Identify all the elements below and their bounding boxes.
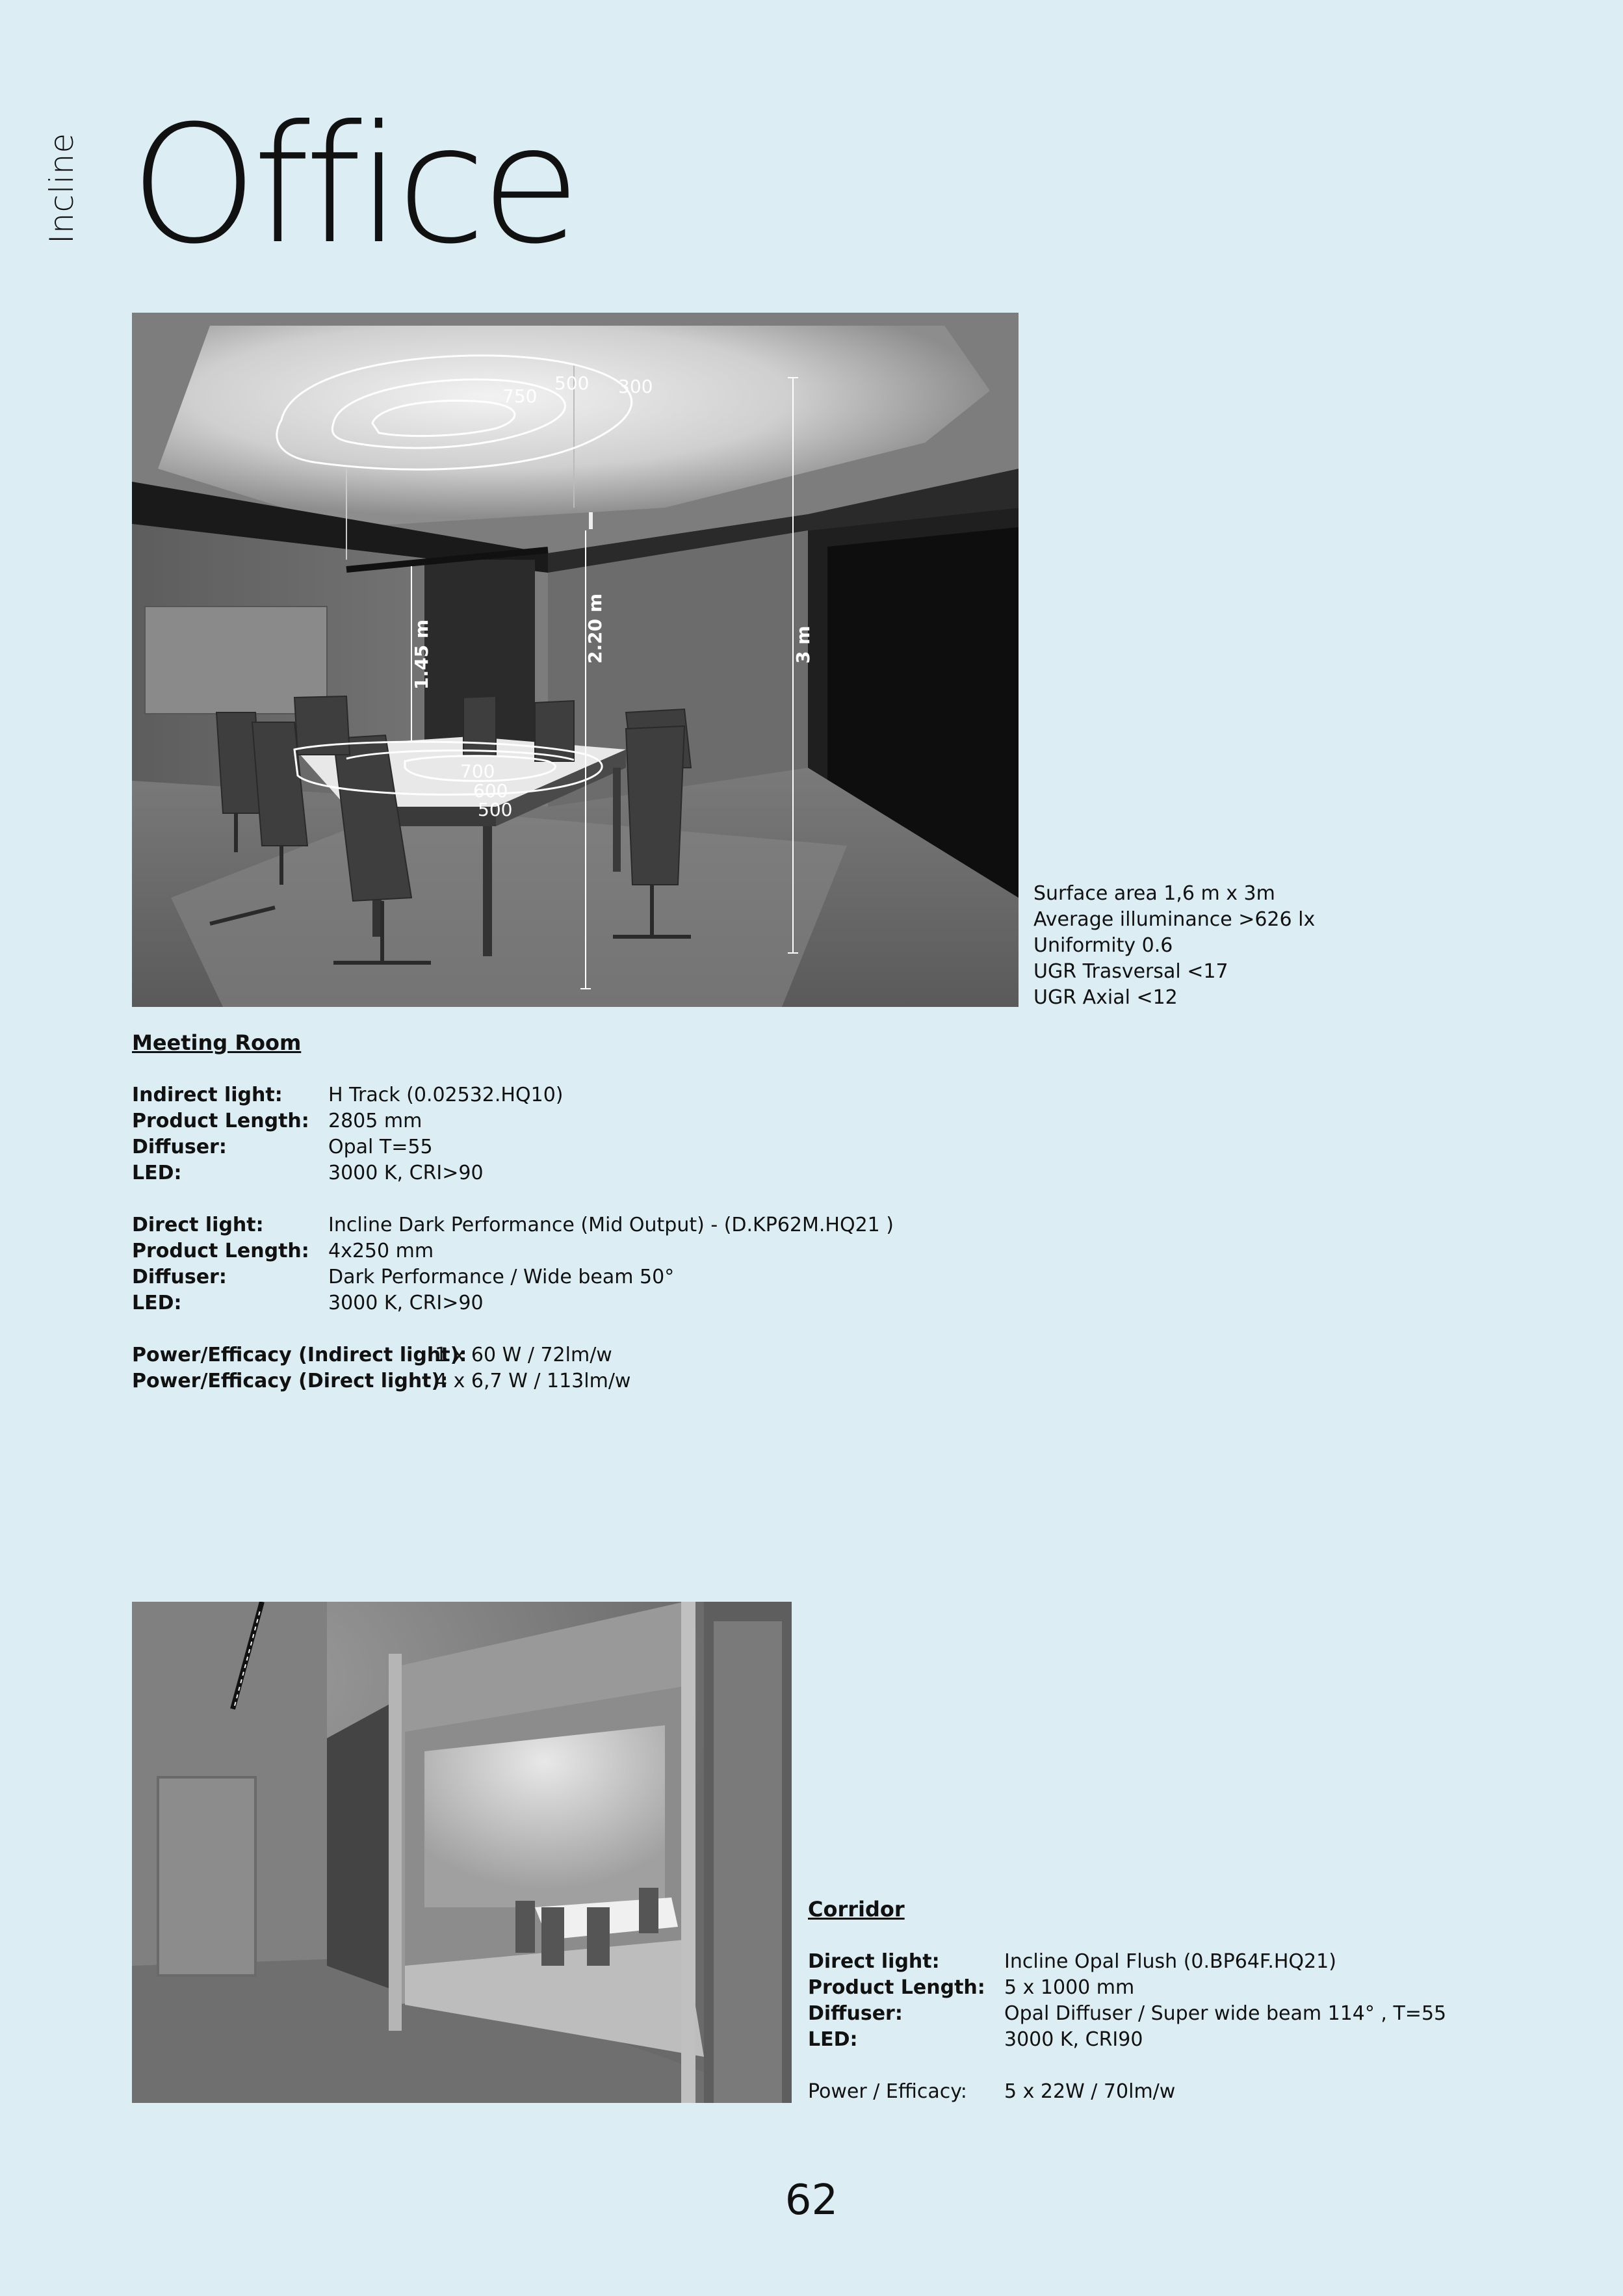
spec-label: Product Length: (808, 1976, 985, 1999)
spec-label: Diffuser: (132, 1266, 227, 1288)
spec-row (132, 1134, 894, 1160)
power-row (132, 1342, 894, 1368)
spec-label: Indirect light: (132, 1084, 283, 1106)
spec-row (132, 1290, 894, 1316)
power-value: 5 x 22W / 70lm/w (1004, 2080, 1176, 2103)
spec-row (132, 1108, 894, 1134)
ceiling-contour-label: 500 (554, 372, 590, 394)
spec-label: LED: (132, 1292, 182, 1314)
corridor-specs (808, 1897, 1446, 2105)
spec-value: 2805 mm (328, 1110, 422, 1132)
spec-value: Dark Performance / Wide beam 50° (328, 1266, 675, 1288)
spec-row (132, 1212, 894, 1238)
spec-row (132, 1082, 894, 1108)
spec-value: 4x250 mm (328, 1240, 434, 1262)
height-label: 2.20 m (584, 593, 606, 664)
spec-label: Product Length: (132, 1110, 309, 1132)
meeting-room-illustration (132, 313, 1019, 1007)
meeting-room-title: Meeting Room (132, 1030, 302, 1055)
spec-label: Direct light: (132, 1214, 264, 1236)
spec-row (132, 1160, 894, 1186)
corridor-illustration (132, 1602, 792, 2103)
page-title: Office (130, 90, 576, 280)
height-label: 3 m (792, 625, 814, 664)
corridor-render (132, 1602, 792, 2103)
power-label: Power/Efficacy (Indirect light): (132, 1344, 467, 1366)
power-row (132, 1368, 894, 1394)
stat-surface-area: Surface area 1,6 m x 3m (1033, 882, 1275, 905)
stat-average-illuminance: Average illuminance >626 lx (1033, 908, 1316, 931)
spec-row (808, 2001, 1446, 2027)
spec-value: Opal Diffuser / Super wide beam 114° , T=55 (1004, 2002, 1447, 2025)
ceiling-contour-label: 750 (502, 385, 538, 407)
spec-value: 3000 K, CRI>90 (328, 1162, 484, 1184)
spec-label: Diffuser: (808, 2002, 903, 2025)
height-label: 1.45 m (411, 619, 432, 690)
corridor-title: Corridor (808, 1897, 905, 1922)
spec-label: Direct light: (808, 1950, 940, 1973)
meeting-room-render (132, 313, 1019, 1007)
spec-value: Incline Opal Flush (0.BP64F.HQ21) (1004, 1950, 1336, 1973)
spec-row (808, 2027, 1446, 2053)
spec-label: Diffuser: (132, 1136, 227, 1158)
spec-value: 3000 K, CRI>90 (328, 1292, 484, 1314)
stat-ugr-axial: UGR Axial <12 (1033, 986, 1178, 1009)
page-number: 62 (785, 2176, 838, 2224)
power-value: 1 x 60 W / 72lm/w (435, 1344, 612, 1366)
spec-label: LED: (132, 1162, 182, 1184)
spec-label: Product Length: (132, 1240, 309, 1262)
power-value: 4 x 6,7 W / 113lm/w (435, 1370, 631, 1392)
stat-uniformity: Uniformity 0.6 (1033, 934, 1173, 957)
spec-row (132, 1264, 894, 1290)
power-row (808, 2079, 1446, 2105)
spec-value: 3000 K, CRI90 (1004, 2028, 1143, 2051)
spec-row (808, 1949, 1446, 1975)
spec-value: 5 x 1000 mm (1004, 1976, 1135, 1999)
stat-ugr-trasversal: UGR Trasversal <17 (1033, 960, 1228, 983)
spec-row (808, 1975, 1446, 2001)
ceiling-contour-label: 300 (618, 376, 653, 397)
side-label: Incline (43, 132, 81, 244)
spec-row (132, 1238, 894, 1264)
meeting-stats (1033, 881, 1315, 1011)
table-contour-label: 600 (473, 780, 508, 802)
table-contour-label: 700 (460, 761, 495, 782)
meeting-room-specs (132, 1030, 894, 1394)
table-contour-label: 500 (478, 799, 513, 820)
power-label: Power/Efficacy (Direct light): (132, 1370, 448, 1392)
power-label: Power / Efficacy: (808, 2080, 967, 2103)
spec-value: Incline Dark Performance (Mid Output) - (D.KP62M.HQ21 ) (328, 1214, 894, 1236)
spec-value: Opal T=55 (328, 1136, 433, 1158)
spec-value: H Track (0.02532.HQ10) (328, 1084, 564, 1106)
spec-label: LED: (808, 2028, 858, 2051)
